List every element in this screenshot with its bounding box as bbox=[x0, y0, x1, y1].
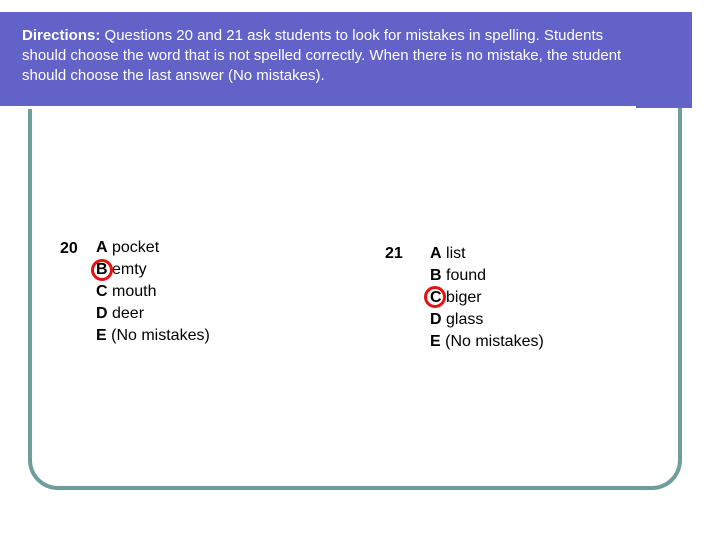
answer-option bbox=[96, 303, 210, 325]
option-text: glass bbox=[441, 311, 484, 328]
banner-underline bbox=[0, 106, 636, 109]
directions-label: Directions: bbox=[22, 27, 101, 44]
option-text: biger bbox=[441, 289, 482, 306]
option-text: pocket bbox=[107, 239, 160, 256]
answer-option bbox=[430, 265, 544, 287]
option-letter: C bbox=[96, 283, 108, 300]
option-text: (No mistakes) bbox=[440, 333, 544, 350]
answer-circle-mark bbox=[424, 286, 446, 308]
answer-option bbox=[430, 287, 544, 309]
answer-option bbox=[96, 259, 210, 281]
option-text: found bbox=[441, 267, 487, 284]
directions-body: Questions 20 and 21 ask students to look for mistakes in spelling. Students should choose the word that is not spelled correctly. When there is no mistake, the student should choose the last answer (No mistakes). bbox=[22, 27, 622, 84]
option-letter: A bbox=[430, 245, 442, 262]
answer-option bbox=[430, 331, 544, 353]
option-letter: C bbox=[430, 289, 442, 306]
answer-option bbox=[430, 309, 544, 331]
answer-option bbox=[96, 237, 210, 259]
option-text: emty bbox=[107, 261, 147, 278]
option-letter: D bbox=[430, 311, 442, 328]
directions-text bbox=[22, 26, 622, 86]
option-letter: B bbox=[430, 267, 442, 284]
answer-option bbox=[96, 325, 210, 347]
question-number: 21 bbox=[385, 245, 403, 262]
option-text: list bbox=[441, 245, 466, 262]
option-text: mouth bbox=[107, 283, 157, 300]
option-letter: D bbox=[96, 305, 108, 322]
option-letter: A bbox=[96, 239, 108, 256]
answer-option bbox=[96, 281, 210, 303]
answer-option bbox=[430, 243, 544, 265]
answer-options bbox=[430, 243, 544, 353]
option-letter: B bbox=[96, 261, 108, 278]
option-letter: E bbox=[430, 333, 441, 350]
option-letter: E bbox=[96, 327, 107, 344]
answer-options bbox=[96, 237, 210, 347]
option-text: (No mistakes) bbox=[106, 327, 210, 344]
question-number: 20 bbox=[60, 240, 78, 257]
answer-circle-mark bbox=[91, 259, 113, 281]
option-text: deer bbox=[107, 305, 145, 322]
directions-banner bbox=[0, 12, 692, 108]
